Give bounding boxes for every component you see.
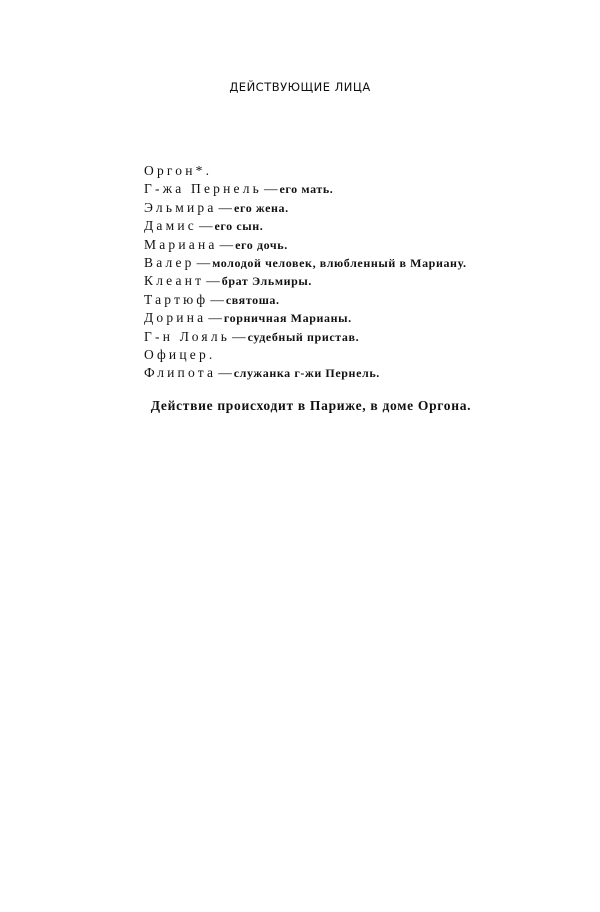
dash: —	[218, 365, 232, 381]
cast-item	[144, 236, 467, 254]
character-name: Валер	[144, 254, 195, 270]
cast-item	[144, 346, 467, 364]
cast-item	[144, 328, 467, 346]
cast-list	[144, 162, 467, 383]
dash: —	[232, 328, 246, 344]
character-description: его жена.	[234, 200, 289, 215]
character-name: Флипота	[144, 365, 217, 381]
cast-item	[144, 217, 467, 235]
character-name: Г-н Лояль	[144, 328, 231, 344]
cast-item	[144, 199, 467, 217]
character-name: Мариана	[144, 236, 218, 252]
dash: —	[219, 236, 234, 252]
character-name: Оргон*.	[144, 163, 213, 178]
character-description: его мать.	[279, 182, 334, 197]
character-description: брат Эльмиры.	[221, 274, 312, 289]
page-title: ДЕЙСТВУЮЩИЕ ЛИЦА	[229, 80, 371, 94]
character-name: Эльмира	[144, 199, 217, 215]
cast-item	[144, 309, 467, 327]
character-name: Дамис	[144, 218, 197, 234]
cast-item	[144, 291, 467, 309]
character-name: Дорина	[144, 310, 207, 326]
dash: —	[206, 273, 220, 289]
dash: —	[208, 310, 222, 326]
dash: —	[218, 199, 233, 215]
character-description: горничная Марианы.	[223, 311, 352, 326]
cast-item	[144, 162, 467, 180]
character-name: Офицер.	[144, 346, 216, 362]
character-description: служанка г-жи Пернель.	[233, 366, 380, 381]
character-name: Тартюф	[144, 291, 209, 307]
character-description: судебный пристав.	[247, 329, 360, 344]
character-name: Клеант	[144, 273, 205, 289]
cast-item	[144, 364, 467, 382]
character-description: молодой человек, влюбленный в Мариану.	[212, 255, 467, 270]
setting-note: Действие происходит в Париже, в доме Оргона.	[150, 398, 472, 413]
cast-item	[144, 254, 467, 272]
character-name: Г-жа Пернель	[144, 181, 262, 197]
character-description: святоша.	[225, 292, 280, 307]
dash: —	[264, 181, 278, 197]
cast-item	[144, 272, 467, 290]
dash: —	[210, 291, 224, 307]
character-description: его сын.	[214, 219, 264, 234]
cast-item	[144, 180, 467, 198]
character-description: его дочь.	[235, 237, 288, 252]
dash: —	[196, 254, 211, 270]
dash: —	[198, 218, 213, 234]
